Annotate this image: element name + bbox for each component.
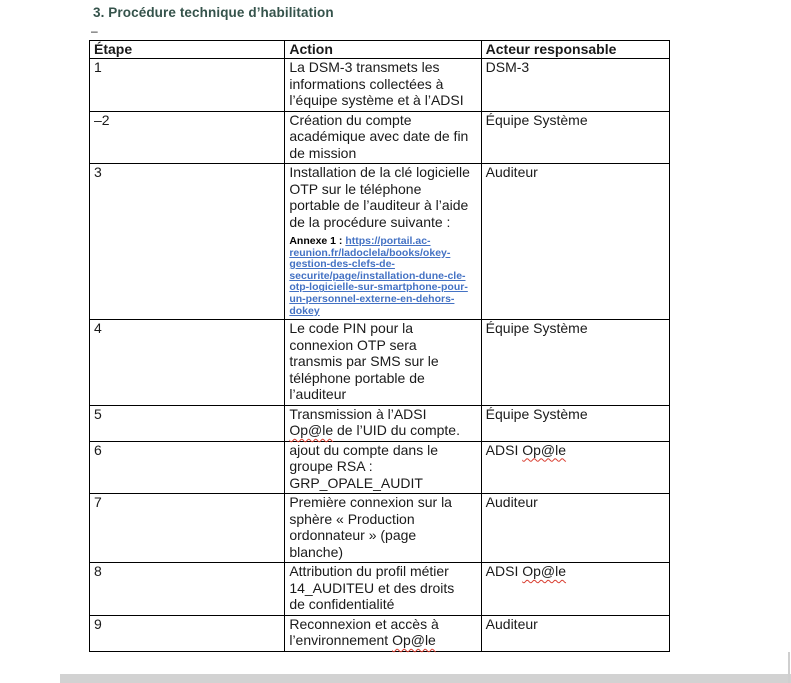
acteur-cell: [481, 563, 669, 616]
page-bottom-edge: [60, 674, 791, 683]
action-cell: [285, 563, 481, 616]
section-heading: 3. Procédure technique d’habilitation: [93, 5, 334, 20]
window-edge: [788, 652, 790, 683]
table-row: [90, 320, 670, 406]
etape-cell: 1: [90, 59, 285, 112]
etape-cell: 4: [90, 320, 285, 406]
acteur-cell: [481, 111, 669, 164]
action-cell: [285, 111, 481, 164]
text-run: Équipe Système: [485, 111, 588, 128]
cell-paragraph: [289, 112, 472, 162]
text-run: DSM-3: [485, 59, 530, 75]
text-run: Création du compte académique avec date de fin de mission: [289, 111, 469, 161]
text-run: Auditeur: [485, 615, 538, 632]
misspelled-word: Op@le: [392, 632, 436, 649]
action-cell: [285, 164, 481, 320]
action-cell: [285, 494, 481, 563]
cell-paragraph: [486, 442, 661, 459]
text-run: Attribution du profil métier 14_AUDITEU et des droits de confidentialité: [289, 563, 455, 613]
acteur-cell: [481, 320, 669, 406]
table-row: [90, 111, 670, 164]
cell-paragraph: [289, 563, 472, 613]
table-row: [90, 405, 670, 441]
text-run: Équipe Système: [485, 320, 588, 337]
cell-paragraph: [486, 320, 661, 337]
text-run: Auditeur: [485, 494, 538, 511]
misspelled-word: Op@le: [522, 563, 567, 580]
column-header-acteur: Acteur responsable: [481, 41, 669, 59]
cell-paragraph: [289, 320, 472, 403]
table-row: [90, 615, 670, 651]
text-run: ADSI: [485, 563, 523, 580]
acteur-cell: [481, 405, 669, 441]
text-run: La DSM-3 transmets les informations collectées à l’équipe système et à l’ADSI: [289, 59, 464, 108]
dash-paragraph: –: [91, 24, 98, 38]
cell-paragraph: [486, 164, 661, 181]
cell-paragraph: [486, 59, 661, 76]
cell-paragraph: [289, 164, 472, 230]
annexe-link[interactable]: https://portail.ac-reunion.fr/ladoclela/books/okey-gestion-des-clefs-de-securite/page/installation-dune-cle-otp-logicielle-sur-smartphone-pour-un-personnel-externe-en-dehors-dokey: [289, 235, 468, 317]
text-run: ADSI: [485, 441, 523, 458]
text-run: Le code PIN pour la connexion OTP sera transmis par SMS sur le téléphone portable de l’auditeur: [289, 320, 439, 403]
etape-cell: 7: [90, 494, 285, 563]
table-row: [90, 441, 670, 494]
acteur-cell: [481, 164, 669, 320]
etape-cell: –2: [90, 111, 285, 164]
table-row: [90, 494, 670, 563]
cell-paragraph: [289, 406, 472, 439]
action-cell: [285, 615, 481, 651]
acteur-cell: [481, 615, 669, 651]
misspelled-word: Op@le: [522, 441, 567, 458]
etape-cell: 3: [90, 164, 285, 320]
column-header-etape: Étape: [90, 41, 285, 59]
acteur-cell: [481, 59, 669, 112]
cell-paragraph: [486, 494, 661, 511]
action-cell: [285, 59, 481, 112]
action-cell: [285, 405, 481, 441]
text-run: Auditeur: [485, 164, 538, 180]
cell-paragraph: [289, 442, 472, 492]
table-row: [90, 59, 670, 112]
etape-cell: 5: [90, 405, 285, 441]
text-run: Première connexion sur la sphère « Production ordonnateur » (page blanche): [289, 494, 452, 560]
text-run: Équipe Système: [485, 405, 588, 422]
annexe-paragraph: [289, 236, 472, 317]
document-page: [89, 5, 689, 652]
procedure-table: [89, 40, 670, 652]
action-cell: [285, 320, 481, 406]
table-body: [90, 59, 670, 652]
text-run: Reconnexion et accès à l’environnement: [289, 615, 439, 649]
misspelled-word: Op@le: [289, 422, 334, 439]
column-header-action: Action: [285, 41, 481, 59]
table-row: [90, 164, 670, 320]
cell-paragraph: [289, 616, 472, 649]
action-cell: [285, 441, 481, 494]
cell-paragraph: [486, 112, 661, 129]
header-row: [90, 41, 670, 59]
table-row: [90, 563, 670, 616]
etape-cell: 9: [90, 615, 285, 651]
text-run: ajout du compte dans le groupe RSA : GRP_OPALE_AUDIT: [289, 441, 438, 491]
cell-paragraph: [289, 494, 472, 560]
cell-paragraph: [486, 406, 661, 423]
cell-paragraph: [289, 59, 472, 109]
text-run: de l’UID du compte.: [333, 422, 460, 439]
acteur-cell: [481, 441, 669, 494]
text-run: Transmission à l’ADSI: [289, 405, 427, 422]
text-run: Installation de la clé logicielle OTP sur le téléphone portable de l’auditeur à l’aide de la procédure suivante :: [289, 164, 470, 230]
annexe-label: Annexe 1 :: [289, 235, 346, 247]
acteur-cell: [481, 494, 669, 563]
etape-cell: 6: [90, 441, 285, 494]
cell-paragraph: [486, 563, 661, 580]
etape-cell: 8: [90, 563, 285, 616]
cell-paragraph: [486, 616, 661, 633]
